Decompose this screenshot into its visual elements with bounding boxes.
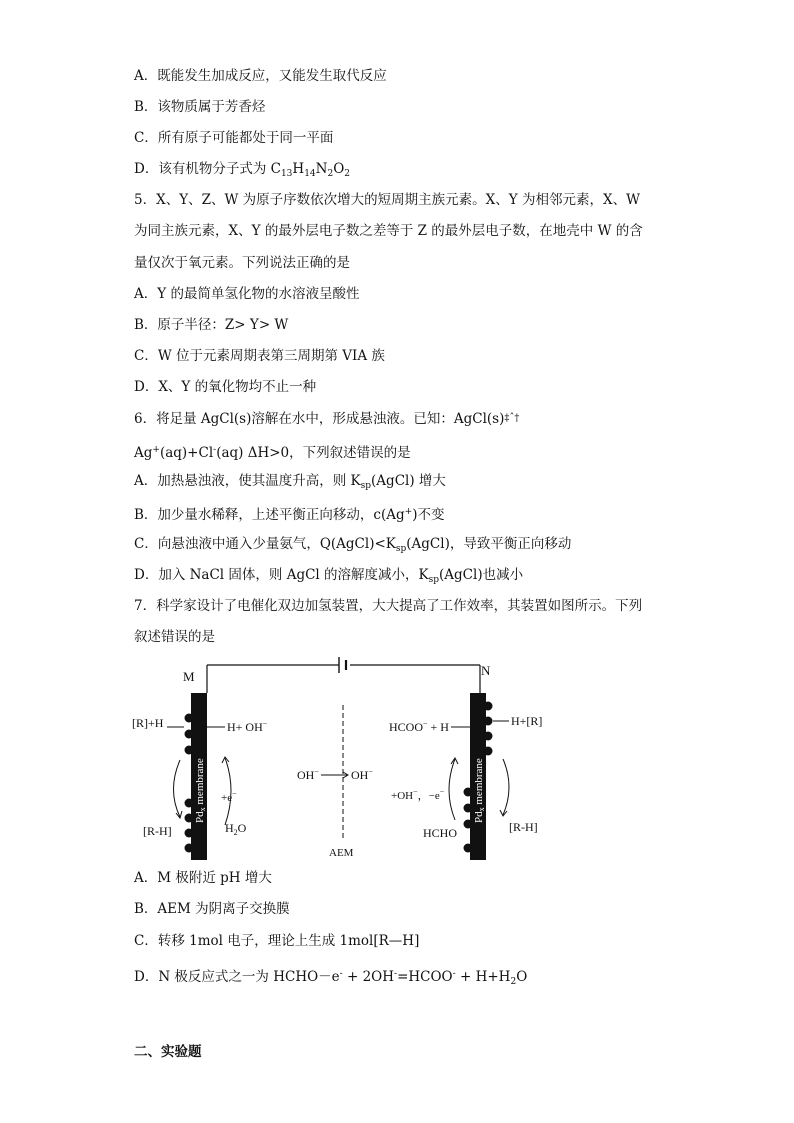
q6-ag: Ag <box>134 445 153 461</box>
center-right-oh: OH− <box>351 767 373 782</box>
q6-c-sub: sp <box>395 544 407 554</box>
q5-stem-1: 5．X、Y、Z、W 为原子序数依次增大的短周期主族元素。X、Y 为相邻元素，X、W <box>134 192 640 208</box>
q6-equilibrium-glyph: ‡ˆ† <box>504 413 520 424</box>
q4-option-c: C．所有原子可能都处于同一平面 <box>134 130 334 146</box>
q6-option-a <box>134 472 446 495</box>
q6-c-post: (AgCl)，导致平衡正向移动 <box>406 536 572 552</box>
q5-stem-3: 量仅次于氧元素。下列说法正确的是 <box>134 255 350 271</box>
q6-b-pre: B．加少量水稀释，上述平衡正向移动，c(Ag <box>134 507 405 523</box>
right-right-label: H+[R] <box>511 714 543 728</box>
left-top-label: [R]+H <box>132 716 164 730</box>
q6-option-c <box>134 535 571 558</box>
q4-d-sub-2a: 2 <box>327 169 334 179</box>
external-circuit <box>207 657 480 693</box>
electrode-label-n: N <box>481 663 491 678</box>
left-arrow-down <box>174 760 181 817</box>
center-left-oh: OH− <box>297 767 319 782</box>
q6-cl: (aq)+Cl <box>159 445 214 461</box>
q6-c-pre: C．向悬浊液中通入少量氨气，Q(AgCl)<K <box>134 536 396 552</box>
left-bottom-label: [R-H] <box>143 824 172 838</box>
aem-label: AEM <box>329 847 354 859</box>
right-arrow-up <box>449 759 455 820</box>
q7-d-mid: + 2OH <box>342 969 395 985</box>
q7-option-b: B．AEM 为阴离子交换膜 <box>134 901 290 917</box>
q7-d-sup2: - <box>394 969 398 979</box>
q6-d-sub: sp <box>428 575 440 585</box>
q6-stem-1 <box>134 410 519 428</box>
q6-a-post: (AgCl) 增大 <box>371 473 446 489</box>
q5-option-b: B．原子半径：Z> Y> W <box>134 317 289 333</box>
q6-b-sup: + <box>404 507 413 517</box>
electrode-label-m: M <box>183 669 195 684</box>
q6-stem-2 <box>134 441 411 462</box>
right-mid-label: +OH−，−e− <box>391 787 445 802</box>
q4-d-sub-2b: 2 <box>344 169 350 179</box>
q4-option-d <box>134 160 350 183</box>
q7-d-sup3: - <box>452 969 456 979</box>
left-membrane-label: Pdx membrane <box>194 758 207 823</box>
q6-cl-sup: - <box>213 445 217 455</box>
right-membrane-label: Pdx membrane <box>473 758 486 823</box>
q6-a-sub: sp <box>360 481 372 491</box>
electrocatalysis-diagram <box>125 655 565 865</box>
q6-stem-1-text: 6．将足量 AgCl(s)溶解在水中，形成悬浊液。已知：AgCl(s) <box>134 411 505 427</box>
q6-option-b <box>134 503 444 524</box>
q4-d-sub-13: 13 <box>280 169 293 179</box>
q4-option-b: B．该物质属于芳香烃 <box>134 99 266 115</box>
q4-option-a: A．既能发生加成反应，又能发生取代反应 <box>134 68 387 84</box>
right-top-label: HCOO− + H <box>389 719 449 734</box>
q6-option-d <box>134 566 523 589</box>
q7-option-d <box>134 965 527 991</box>
q5-option-c: C．W 位于元素周期表第三周期第 VIA 族 <box>134 348 385 364</box>
q4-d-n: N <box>315 161 328 177</box>
q5-option-d: D．X、Y 的氧化物均不止一种 <box>134 379 317 395</box>
right-bottom-label: [R-H] <box>509 820 538 834</box>
q7-d-sub: 2 <box>510 977 517 987</box>
q7-option-a: A．M 极附近 pH 增大 <box>134 870 272 886</box>
q4-d-prefix: D．该有机物分子式为 C <box>134 161 281 177</box>
q7-d-pre: D．N 极反应式之一为 HCHO－e <box>134 969 340 985</box>
section-heading-experiment: 二、实验题 <box>134 1044 202 1060</box>
q7-stem-2: 叙述错误的是 <box>134 629 215 645</box>
q6-d-post: (AgCl)也减小 <box>439 567 524 583</box>
left-water-label: $H_2O$ <box>225 821 247 837</box>
q4-d-h: H <box>292 161 305 177</box>
right-arrow-down <box>503 759 509 815</box>
q7-d-mid3: + H+H <box>455 969 511 985</box>
q4-d-sub-14: 14 <box>304 169 316 179</box>
q5-stem-2: 为同主族元素，X、Y 的最外层电子数之差等于 Z 的最外层电子数，在地壳中 W 的含 <box>134 223 643 239</box>
q6-b-post: )不变 <box>412 507 445 523</box>
q7-option-c: C．转移 1mol 电子，理论上生成 1mol[R—H] <box>134 933 420 949</box>
q6-stem-2-end: (aq) ΔH>0，下列叙述错误的是 <box>216 445 411 461</box>
q6-a-pre: A．加热悬浊液，使其温度升高，则 K <box>134 473 361 489</box>
q7-stem-1: 7．科学家设计了电催化双边加氢装置，大大提高了工作效率，其装置如图所示。下列 <box>134 598 643 614</box>
q6-ag-sup: + <box>152 445 160 455</box>
right-hcho-label: HCHO <box>423 826 458 840</box>
q7-d-end: O <box>516 969 528 985</box>
q7-d-sup1: - <box>339 969 343 979</box>
left-right-label: H+ OH− <box>227 719 268 734</box>
q7-d-mid2: =HCOO <box>397 969 453 985</box>
q4-d-o: O <box>333 161 345 177</box>
left-electron-label: +e− <box>221 789 237 804</box>
q5-option-a: A．Y 的最简单氢化物的水溶液呈酸性 <box>134 286 360 302</box>
q6-d-pre: D．加入 NaCl 固体，则 AgCl 的溶解度减小，K <box>134 567 429 583</box>
